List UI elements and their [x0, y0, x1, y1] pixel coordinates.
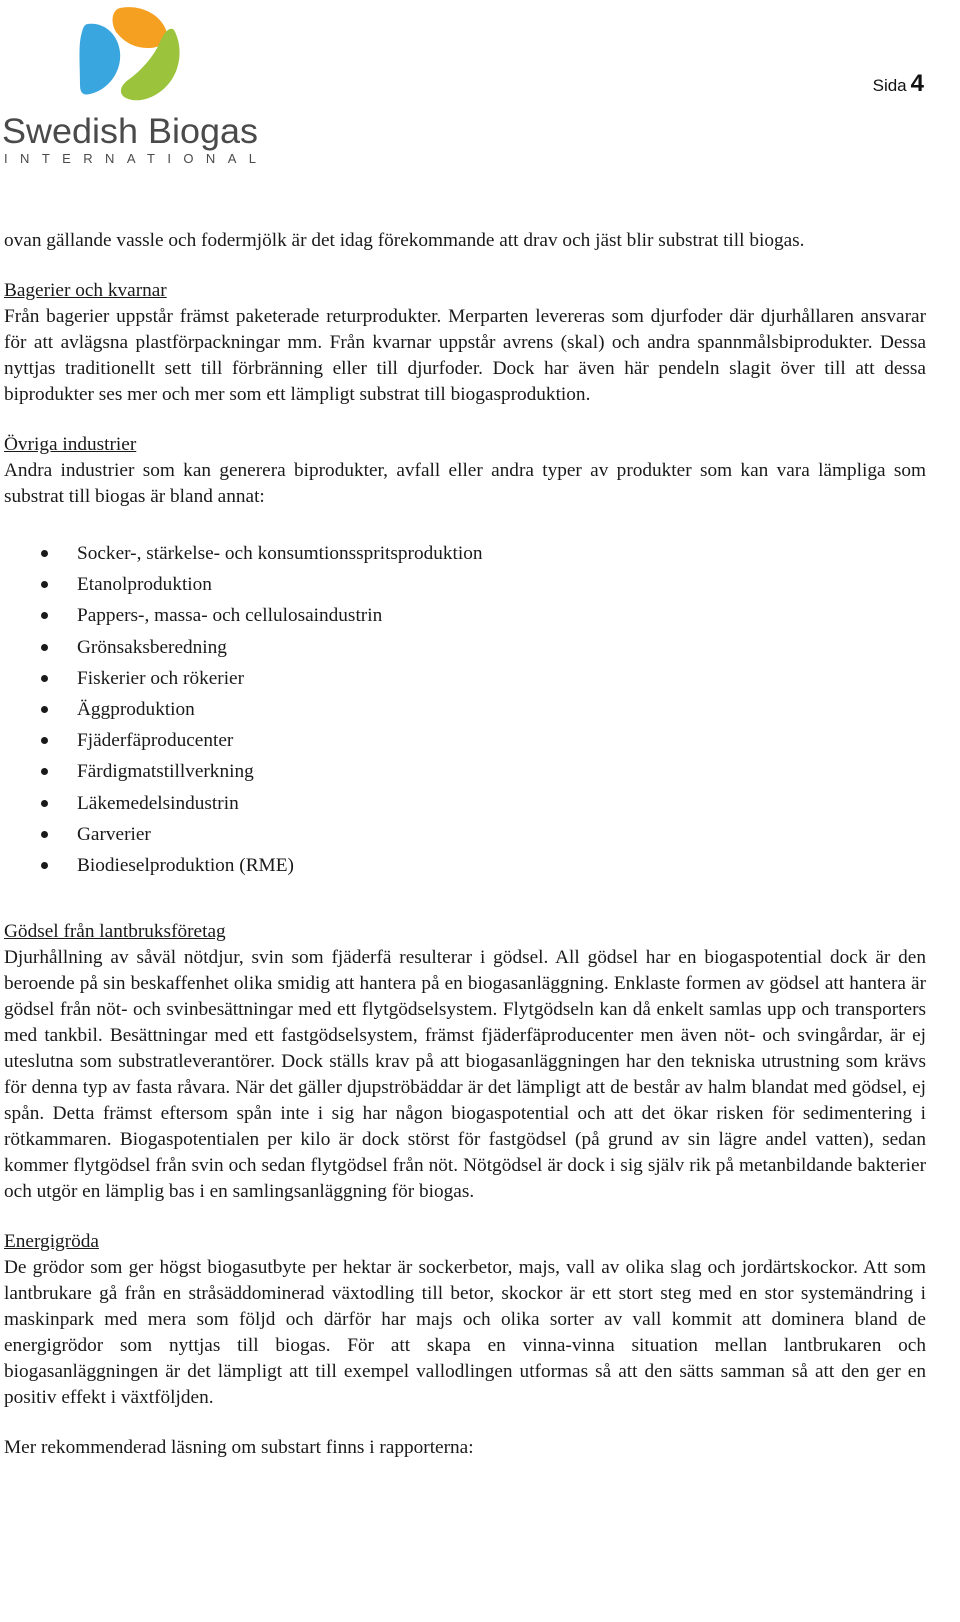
- list-item: Grönsaksberedning: [4, 632, 926, 663]
- industry-list: [4, 538, 926, 881]
- logo-graphic: [0, 0, 270, 175]
- list-item: Garverier: [4, 819, 926, 850]
- section-bagerier: [4, 278, 926, 408]
- page-number: [873, 70, 924, 98]
- logo-brand-text: Swedish Biogas: [2, 112, 258, 151]
- list-item: Läkemedelsindustrin: [4, 788, 926, 819]
- list-item: Biodieselproduktion (RME): [4, 850, 926, 881]
- list-item: Pappers-, massa- och cellulosaindustrin: [4, 600, 926, 631]
- section-heading-godsel: Gödsel från lantbruksföretag: [4, 921, 226, 943]
- intro-paragraph: ovan gällande vassle och fodermjölk är det idag förekommande att drav och jäst blir substrat till biogas.: [4, 230, 805, 251]
- list-item: Etanolproduktion: [4, 569, 926, 600]
- swedish-biogas-logo: [0, 0, 270, 175]
- section-text-energi: De grödor som ger högst biogasutbyte per hektar är sockerbetor, majs, vall av olika slag och jordärtskockor. Att som lantbrukare gå från en stråsäddominerad växtodling till betor, skockor är ett stort steg med en stor systemändring i maskinpark med mera som följd och därför har majs och olika sorter av vall kommit att dominera bland de energigrödor som nyttjas till biogas. För att skapa en vinna-vinna situation mellan lantbrukaren och biogasanläggningen är det lämpligt att till exempel vallodlingen utformas så att den sätts samman så att den ger en positiv effekt i växtföljden.: [4, 1257, 926, 1409]
- page-number-value: 4: [910, 70, 924, 97]
- list-item: Äggproduktion: [4, 694, 926, 725]
- section-godsel: [4, 919, 926, 1205]
- list-item: Färdigmatstillverkning: [4, 756, 926, 787]
- page-label: Sida: [872, 76, 907, 95]
- section-text-godsel: Djurhållning av såväl nötdjur, svin som fjäderfä resulterar i gödsel. All gödsel har en biogaspotential dock är den beroende på sin beskaffenhet olika smidig att hantera på en biogasanläggning. Enklaste formen av gödsel att hantera är gödsel från nöt- och svinbesättningar med ett flytgödselsystem. Flytgödseln kan då enkelt samlas upp och transporters med tankbil. Besättningar med ett fastgödselsystem, främst fjäderfäproducenter men även nöt- och svingårdar, är ej uteslutna som substratleverantörer. Dock ställs krav på att biogasanläggningen har den tekniska utrustning som krävs för denna typ av fasta råvara. När det gäller djupströbäddar är det lämpligt att de består av halm blandat med gödsel, ej spån. Detta främst eftersom spån inte i sig har någon biogaspotential och att det ökar risken för sedimentering i rötkammaren. Biogaspotentialen per kilo är dock störst för fastgödsel (på grund av sin lägre andel vatten), sedan kommer flytgödsel från svin och sedan flytgödsel från nöt. Nötgödsel är dock i sig själv rik på metanbildande bakterier och utgör en lämplig bas i en samlingsanläggning för biogas.: [4, 947, 926, 1203]
- list-item: Fjäderfäproducenter: [4, 725, 926, 756]
- section-text-bagerier: Från bagerier uppstår främst paketerade returprodukter. Merparten levereras som djurfoder där djurhållaren ansvarar för att avlägsna plastförpackningar mm. Från kvarnar uppstår avrens (skal) och andra spannmålsbiprodukter. Dessa nyttjas traditionellt sett till förbränning eller till djurfoder. Dock har även här pendeln slagit över till att dessa biprodukter ses mer och mer som ett lämpligt substrat till biogasproduktion.: [4, 306, 926, 405]
- closing-text: Mer rekommenderad läsning om substart finns i rapporterna:: [4, 1437, 474, 1459]
- page-header: [0, 0, 960, 180]
- logo-orange-petal: [113, 7, 167, 48]
- section-heading-bagerier: Bagerier och kvarnar: [4, 280, 167, 301]
- list-item: Socker-, stärkelse- och konsumtionsspritsproduktion: [4, 538, 926, 569]
- logo-sub-text: INTERNATIONAL: [4, 151, 256, 166]
- logo-blue-petal: [80, 24, 121, 95]
- document-body: [4, 228, 926, 1461]
- section-heading-energi: Energigröda: [4, 1231, 99, 1253]
- list-item: Fiskerier och rökerier: [4, 663, 926, 694]
- section-ovriga: [4, 432, 926, 881]
- section-energi: [4, 1229, 926, 1411]
- section-text-ovriga: Andra industrier som kan generera biprodukter, avfall eller andra typer av produkter som kan vara lämpliga som substrat till biogas är bland annat:: [4, 460, 926, 507]
- closing-section: [4, 1435, 926, 1461]
- section-heading-ovriga: Övriga industrier: [4, 434, 137, 455]
